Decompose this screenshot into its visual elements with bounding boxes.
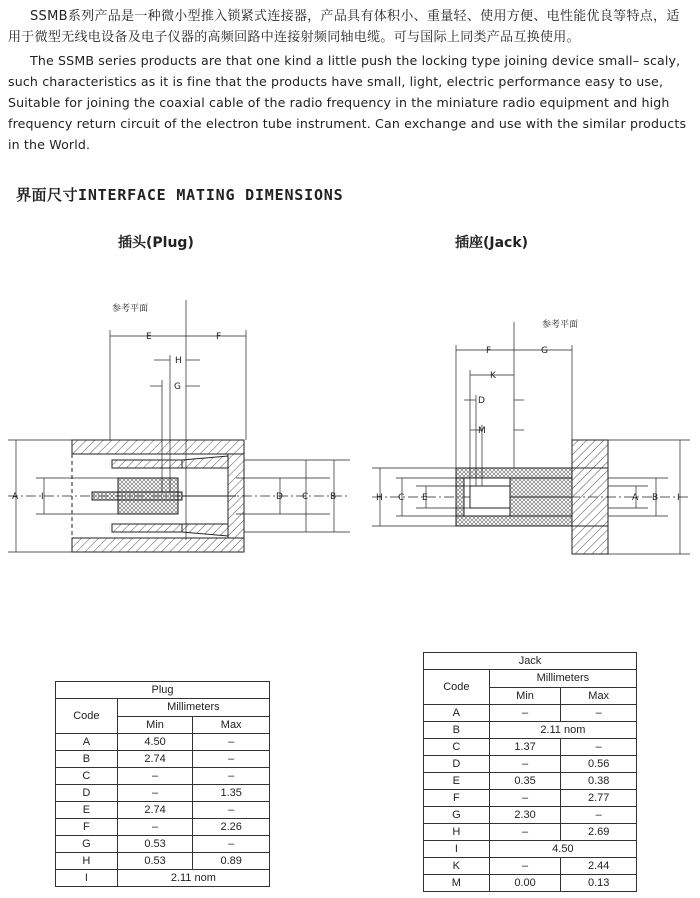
jack-dim-label-k: K: [490, 371, 496, 381]
table-row: [56, 870, 270, 887]
jack-body-top: [456, 468, 572, 478]
code-cell: K: [424, 858, 490, 875]
max-cell: –: [193, 734, 270, 751]
code-cell: G: [56, 836, 118, 853]
plug-reference-plane-label: 参考平面: [112, 304, 149, 314]
nominal-cell: 2.11 nom: [489, 722, 636, 739]
max-cell: 2.77: [561, 790, 637, 807]
plug-shell-bottom: [72, 538, 244, 552]
jack-dim-label-h: H: [376, 493, 383, 503]
plug-dim-label-i: I: [41, 492, 44, 502]
min-cell: 2.74: [117, 751, 193, 768]
section-title-en: INTERFACE MATING DIMENSIONS: [78, 186, 344, 204]
jack-dim-label-d: D: [478, 396, 485, 406]
jack-socket: [470, 486, 510, 508]
table-row: [424, 722, 637, 739]
jack-drawing: [372, 322, 690, 554]
min-cell: –: [489, 790, 561, 807]
plug-table-body: [56, 734, 270, 887]
table-row: [56, 819, 270, 836]
intro-english-line: in the World.: [8, 137, 91, 152]
code-cell: B: [424, 722, 490, 739]
code-cell: H: [56, 853, 118, 870]
min-cell: –: [489, 824, 561, 841]
plug-dim-label-a: A: [12, 492, 19, 502]
plug-sleeve-top: [112, 460, 182, 468]
code-cell: F: [56, 819, 118, 836]
jack-dim-label-m: M: [478, 426, 486, 436]
jack-dim-label-i: I: [677, 493, 680, 503]
code-cell: I: [56, 870, 118, 887]
jack-table-unit-header: Millimeters: [489, 670, 636, 688]
code-cell: I: [424, 841, 490, 858]
jack-flange-bottom: [572, 526, 608, 554]
plug-shell-top: [72, 440, 244, 454]
code-cell: D: [56, 785, 118, 802]
max-cell: 0.13: [561, 875, 637, 892]
plug-dim-label-f: F: [216, 332, 222, 342]
plug-dim-label-e: E: [146, 332, 152, 342]
max-cell: 2.44: [561, 858, 637, 875]
intro-chinese-paragraph: SSMB系列产品是一种微小型推入锁紧式连接器，产品具有体积小、重量轻、使用方便、电性能优良等特点，适用于微型无线电设备及电子仪器的高频回路中连接射频同轴电缆。可与国际上同类产品互换使用。: [8, 9, 680, 45]
code-cell: G: [424, 807, 490, 824]
plug-sleeve-bottom: [112, 524, 182, 532]
plug-table-max-header: Max: [193, 716, 270, 734]
code-cell: H: [424, 824, 490, 841]
table-row: [424, 858, 637, 875]
jack-heading: 插座(Jack): [455, 235, 529, 251]
jack-table-max-header: Max: [561, 687, 637, 705]
nominal-cell: 2.11 nom: [117, 870, 269, 887]
plug-dimensions-table: [55, 681, 270, 887]
intro-english-line: The SSMB series products are that one kind a little push the locking type joining device small– scaly,: [30, 53, 681, 68]
plug-dim-label-g: G: [174, 382, 181, 392]
max-cell: 2.26: [193, 819, 270, 836]
code-cell: A: [424, 705, 490, 722]
min-cell: 0.53: [117, 853, 193, 870]
code-cell: C: [424, 739, 490, 756]
table-row: [56, 785, 270, 802]
min-cell: 2.30: [489, 807, 561, 824]
min-cell: –: [489, 705, 561, 722]
max-cell: 0.89: [193, 853, 270, 870]
plug-dim-label-d: D: [276, 492, 283, 502]
table-row: [56, 802, 270, 819]
max-cell: –: [561, 739, 637, 756]
table-row: [424, 875, 637, 892]
jack-table-min-header: Min: [489, 687, 561, 705]
nominal-cell: 4.50: [489, 841, 636, 858]
jack-table-title: Jack: [424, 653, 637, 670]
plug-heading: 插头(Plug): [118, 235, 194, 251]
max-cell: –: [193, 768, 270, 785]
min-cell: –: [117, 768, 193, 785]
jack-dim-label-c: C: [398, 493, 405, 503]
min-cell: 4.50: [117, 734, 193, 751]
table-row: [424, 705, 637, 722]
plug-drawing: [8, 300, 350, 552]
table-row: [424, 773, 637, 790]
min-cell: 0.53: [117, 836, 193, 853]
min-cell: –: [117, 785, 193, 802]
jack-dim-label-f: F: [486, 346, 492, 356]
plug-dim-label-c: C: [302, 492, 309, 502]
min-cell: –: [489, 858, 561, 875]
max-cell: –: [193, 836, 270, 853]
plug-table-code-header: Code: [56, 699, 118, 734]
code-cell: A: [56, 734, 118, 751]
jack-table-body: [424, 705, 637, 892]
min-cell: 0.00: [489, 875, 561, 892]
min-cell: 0.35: [489, 773, 561, 790]
plug-dim-label-h: H: [175, 356, 182, 366]
code-cell: B: [56, 751, 118, 768]
intro-english-line: such characteristics as it is fine that the products have small, light, electric performance easy to use,: [8, 74, 664, 89]
code-cell: E: [424, 773, 490, 790]
table-row: [424, 807, 637, 824]
code-cell: M: [424, 875, 490, 892]
max-cell: 0.56: [561, 756, 637, 773]
max-cell: 2.69: [561, 824, 637, 841]
plug-table-unit-header: Millimeters: [117, 699, 269, 717]
section-title-cn: 界面尺寸: [16, 186, 79, 204]
jack-flange-top: [572, 440, 608, 468]
min-cell: –: [489, 756, 561, 773]
intro-english-line: Suitable for joining the coaxial cable of the radio frequency in the miniature radio equipment and high: [8, 95, 670, 110]
table-row: [56, 751, 270, 768]
min-cell: 1.37: [489, 739, 561, 756]
max-cell: –: [561, 705, 637, 722]
code-cell: D: [424, 756, 490, 773]
plug-dim-label-b: B: [330, 492, 337, 502]
table-row: [56, 853, 270, 870]
table-row: [424, 739, 637, 756]
jack-dim-label-g: G: [541, 346, 548, 356]
max-cell: 0.38: [561, 773, 637, 790]
plug-dimension-labels: [12, 302, 336, 502]
table-row: [56, 836, 270, 853]
plug-table-title: Plug: [56, 682, 270, 699]
max-cell: –: [561, 807, 637, 824]
code-cell: C: [56, 768, 118, 785]
jack-body-bottom: [456, 516, 572, 526]
max-cell: –: [193, 751, 270, 768]
jack-dim-label-e: E: [422, 493, 428, 503]
jack-table-code-header: Code: [424, 670, 490, 705]
max-cell: –: [193, 802, 270, 819]
code-cell: F: [424, 790, 490, 807]
table-row: [424, 824, 637, 841]
jack-dim-label-b: B: [652, 493, 659, 503]
table-row: [424, 841, 637, 858]
intro-english-line: frequency return circuit of the electron tube instrument. Can exchange and use with the similar products: [8, 116, 687, 131]
min-cell: –: [117, 819, 193, 836]
code-cell: E: [56, 802, 118, 819]
table-row: [56, 734, 270, 751]
plug-table-min-header: Min: [117, 716, 193, 734]
jack-reference-plane-label: 参考平面: [542, 320, 579, 330]
jack-dim-label-a: A: [632, 493, 639, 503]
plug-contact-pin: [92, 492, 182, 500]
max-cell: 1.35: [193, 785, 270, 802]
table-row: [424, 790, 637, 807]
table-row: [424, 756, 637, 773]
jack-dimensions-table: [423, 652, 637, 892]
min-cell: 2.74: [117, 802, 193, 819]
table-row: [56, 768, 270, 785]
